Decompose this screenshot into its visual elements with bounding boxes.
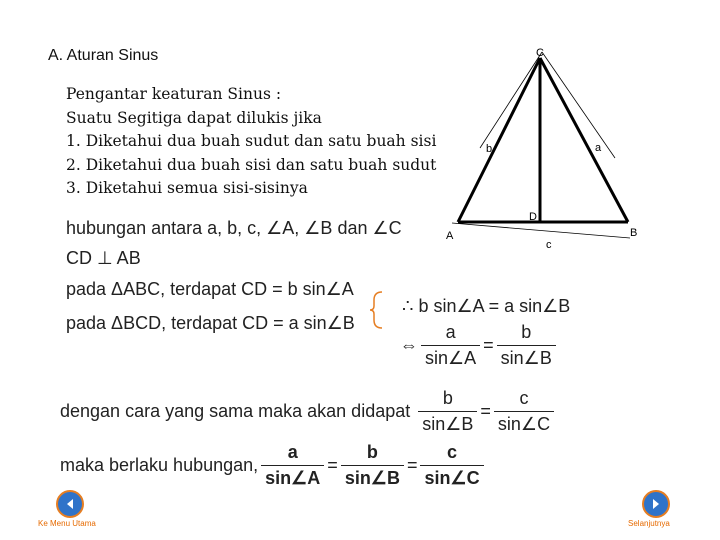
numerator: b — [521, 322, 532, 342]
denominator: sin∠C — [420, 465, 483, 489]
fraction — [261, 442, 324, 489]
maka-line — [60, 442, 487, 489]
fraction — [420, 442, 483, 489]
numerator: a — [445, 322, 456, 342]
intro-text — [66, 83, 436, 201]
next-label[interactable]: Selanjutnya — [628, 519, 670, 528]
intro-line: 1. Diketahui dua buah sudut dan satu buah sisi — [66, 132, 437, 150]
intro-line: Pengantar keaturan Sinus : — [66, 85, 282, 103]
hubungan-line: hubungan antara a, b, c, ∠A, ∠B dan ∠C — [66, 218, 402, 238]
denominator: sin∠A — [261, 465, 324, 489]
fraction — [494, 388, 554, 435]
pada-bcd-line: pada ΔBCD, terdapat CD = a sin∠B — [66, 313, 355, 333]
denominator: sin∠B — [341, 465, 404, 489]
fraction — [497, 322, 556, 369]
equals: = — [483, 335, 494, 355]
denominator: sin∠A — [421, 345, 480, 369]
dengan-line — [60, 388, 557, 435]
brace-icon — [368, 290, 388, 330]
numerator: b — [366, 442, 378, 462]
numerator: a — [287, 442, 298, 462]
home-label[interactable]: Ke Menu Utama — [38, 519, 96, 528]
fraction — [418, 388, 477, 435]
side-b — [458, 58, 540, 222]
label-line-b — [480, 52, 542, 148]
intro-line: 2. Diketahui dua buah sisi dan satu buah sudut — [66, 155, 437, 174]
equals: = — [406, 455, 418, 475]
next-button[interactable] — [642, 490, 670, 518]
page-title: A. Aturan Sinus — [48, 47, 159, 64]
numerator: c — [447, 442, 458, 462]
label-c: c — [546, 239, 552, 250]
triangle-diagram — [440, 40, 650, 250]
ratio-line-1 — [400, 322, 559, 369]
side-a — [540, 58, 628, 222]
label-A: A — [446, 230, 454, 242]
back-arrow-icon[interactable] — [56, 490, 84, 518]
label-B: B — [630, 227, 638, 239]
numerator: b — [442, 388, 453, 408]
equals: = — [327, 455, 338, 475]
dengan-text: dengan cara yang sama maka akan didapat — [60, 401, 411, 421]
label-D: D — [529, 211, 537, 223]
denominator: sin∠B — [418, 411, 477, 435]
fraction — [421, 322, 480, 369]
home-button[interactable] — [56, 490, 84, 518]
label-line-c — [452, 223, 630, 238]
forward-arrow-icon[interactable] — [642, 490, 670, 518]
pada-abc-line: pada ΔABC, terdapat CD = b sin∠A — [66, 279, 354, 299]
label-C: C — [536, 47, 544, 59]
denominator: sin∠C — [494, 411, 554, 435]
therefore-line: ∴ b sin∠A = a sin∠B — [402, 296, 571, 316]
numerator: c — [519, 388, 529, 408]
equals: = — [480, 401, 491, 421]
label-b: b — [486, 143, 493, 155]
iff-symbol: ⇔ — [400, 335, 418, 355]
label-a: a — [595, 142, 602, 154]
intro-line: 3. Diketahui semua sisi-sisinya — [66, 179, 308, 197]
perpendicular-line: CD ⊥ AB — [66, 248, 141, 268]
intro-line: Suatu Segitiga dapat dilukis jika — [66, 108, 322, 127]
label-line-a — [542, 52, 615, 158]
maka-text: maka berlaku hubungan, — [60, 455, 259, 475]
fraction — [341, 442, 404, 489]
denominator: sin∠B — [497, 345, 556, 369]
